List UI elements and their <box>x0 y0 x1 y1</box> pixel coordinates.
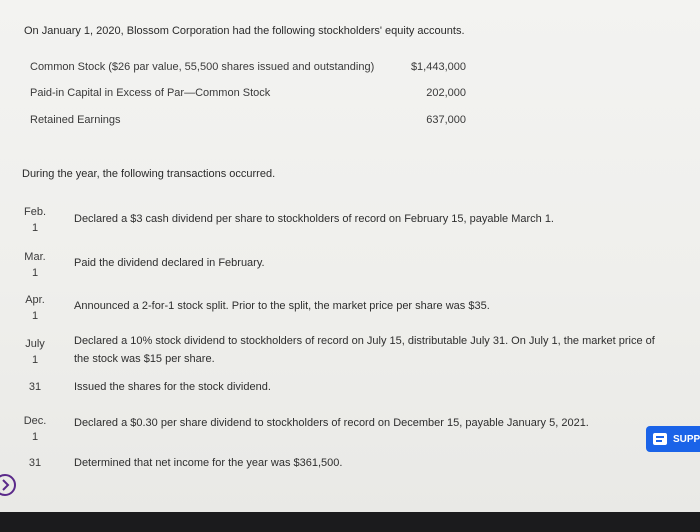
transaction-text: Announced a 2-for-1 stock split. Prior to the split, the market price per share was $35. <box>74 300 490 312</box>
transaction-text: Paid the dividend declared in February. <box>74 257 265 269</box>
account-value: 202,000 <box>426 87 466 99</box>
account-label: Retained Earnings <box>30 114 121 126</box>
account-value: 637,000 <box>426 114 466 126</box>
transaction-text: Declared a $0.30 per share dividend to stockholders of record on December 15, payable January 5, 2021. <box>74 417 589 429</box>
transaction-date: Feb. 1 <box>23 206 46 234</box>
transaction-date: July 1 <box>25 338 45 366</box>
transaction-date: 31 <box>28 381 42 393</box>
account-value: $1,443,000 <box>410 61 466 73</box>
transaction-date: Apr. 1 <box>25 294 45 322</box>
support-button[interactable] <box>646 426 700 452</box>
chat-icon <box>653 433 667 445</box>
back-arrow-icon[interactable] <box>0 472 18 498</box>
account-label: Paid-in Capital in Excess of Par—Common Stock <box>30 87 271 99</box>
transaction-text: Declared a 10% stock dividend to stockholders of record on July 15, distributable July 31. On July 1, the market price of <box>74 335 655 347</box>
transaction-text: Issued the shares for the stock dividend. <box>74 381 271 393</box>
transaction-text: Declared a $3 cash dividend per share to stockholders of record on February 15, payable March 1. <box>74 213 554 225</box>
transactions-intro: During the year, the following transactions occurred. <box>22 168 276 180</box>
transaction-date: Mar. 1 <box>24 251 46 279</box>
account-label: Common Stock ($26 par value, 55,500 shares issued and outstanding) <box>30 61 375 73</box>
support-button-label: SUPP <box>673 433 700 445</box>
transaction-date: 31 <box>28 457 42 469</box>
intro-text: On January 1, 2020, Blossom Corporation had the following stockholders' equity accounts. <box>24 25 465 37</box>
transaction-text-continued: the stock was $15 per share. <box>74 353 215 365</box>
transaction-text: Determined that net income for the year was $361,500. <box>74 457 343 469</box>
transaction-date: Dec. 1 <box>23 415 47 443</box>
